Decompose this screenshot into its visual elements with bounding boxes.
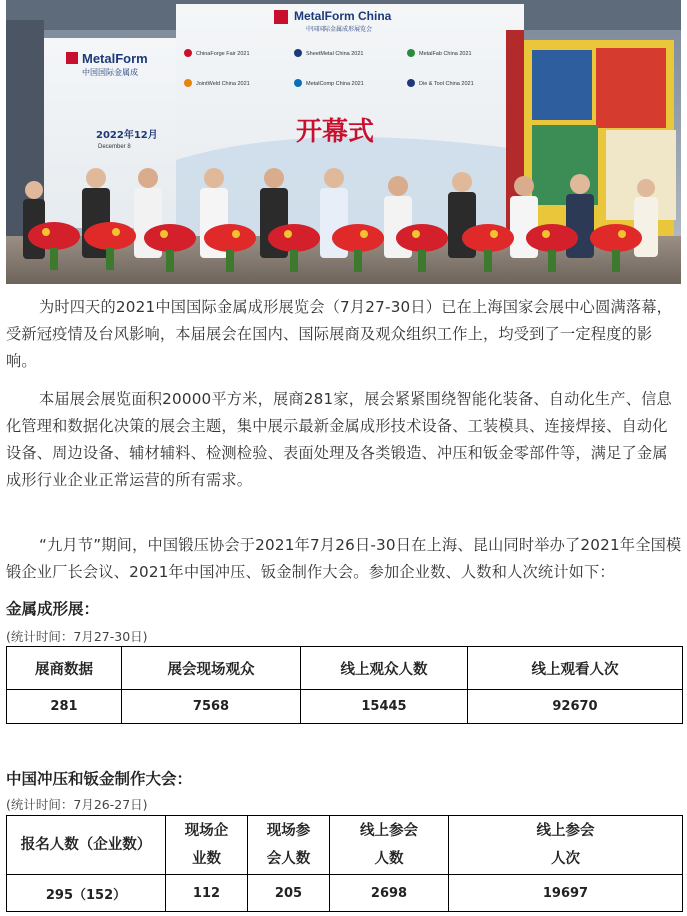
table-header-cell: 展会现场观众 (122, 647, 301, 690)
co-event-label: JointWeld China 2021 (196, 81, 250, 87)
ceremony-title: 开幕式 (296, 117, 375, 147)
table-row (7, 875, 683, 912)
table-header-row (7, 816, 683, 875)
banner-brand-text: MetalForm China (294, 9, 392, 23)
events-paragraph: “九月节”期间，中国锻压协会于2021年7月26日-30日在上海、昆山同时举办了2021年全国模锻企业厂长会议、2021年中国冲压、钣金制作大会。参加企业数、人数和人次统计如下： (6, 536, 682, 581)
table-cell: 295（152） (7, 875, 166, 912)
table-cell: 19697 (449, 875, 683, 912)
ceremony-photo (6, 0, 681, 284)
co-event-label: Die & Tool China 2021 (419, 81, 474, 87)
left-panel-date: 2022年12月 (96, 130, 158, 141)
table-cell: 281 (7, 690, 122, 724)
co-event-label: MetalFab China 2021 (419, 51, 472, 57)
co-event-label: SheetMetal China 2021 (306, 51, 364, 57)
exhibition-stats-table (6, 646, 683, 724)
table-header-cell: 展商数据 (7, 647, 122, 690)
table-header-cell: 线上观众人数 (301, 647, 468, 690)
table-header-cell: 现场参会人数 (248, 816, 330, 875)
scale-paragraph: 本届展会展览面积20000平方米，展商281家，展会紧紧围绕智能化装备、自动化生产、信息化管理和数据化决策的展会主题，集中展示最新金属成形技术设备、工装模具、连接焊接、自动化设备、周边设备、辅材辅料、检测检验、表面处理及各类锻造、冲压和钣金零部件等，满足了金属成形行业企业正常运营的所有需求。 (6, 390, 672, 489)
section-title-exhibition: 金属成形展： (6, 600, 100, 618)
banner-subtitle-text: 中国国际金属成形展览会 (306, 26, 373, 33)
table-header-row (7, 647, 683, 690)
table-cell: 112 (166, 875, 248, 912)
co-event-label: ChinaForge Fair 2021 (196, 51, 250, 57)
table-header-cell: 线上观看人次 (468, 647, 683, 690)
table-header-cell: 线上参会人次 (449, 816, 683, 875)
section-title-conference: 中国冲压和钣金制作大会： (6, 770, 193, 788)
intro-paragraph: 为时四天的2021中国国际金属成形展览会（7月27-30日）已在上海国家会展中心圆满落幕，受新冠疫情及台风影响，本届展会在国内、国际展商及观众组织工作上，均受到了一定程度的影响。 (6, 298, 673, 370)
table-cell: 205 (248, 875, 330, 912)
conference-stats-table (6, 815, 683, 912)
table-cell: 15445 (301, 690, 468, 724)
table-header-cell: 报名人数（企业数） (7, 816, 166, 875)
stat-time-note: (统计时间：7月27-30日) (6, 629, 148, 644)
table-header-cell: 线上参会人数 (330, 816, 449, 875)
left-panel-brand: MetalForm (82, 51, 148, 66)
table-cell: 92670 (468, 690, 683, 724)
table-cell: 7568 (122, 690, 301, 724)
table-row (7, 690, 683, 724)
table-header-cell: 现场企业数 (166, 816, 248, 875)
stat-time-note: (统计时间：7月26-27日) (6, 797, 148, 812)
left-panel-date-en: December 8 (98, 144, 131, 150)
left-panel-subtitle: 中国国际金属成 (82, 68, 138, 77)
table-cell: 2698 (330, 875, 449, 912)
co-event-label: MetalComp China 2021 (306, 81, 364, 87)
